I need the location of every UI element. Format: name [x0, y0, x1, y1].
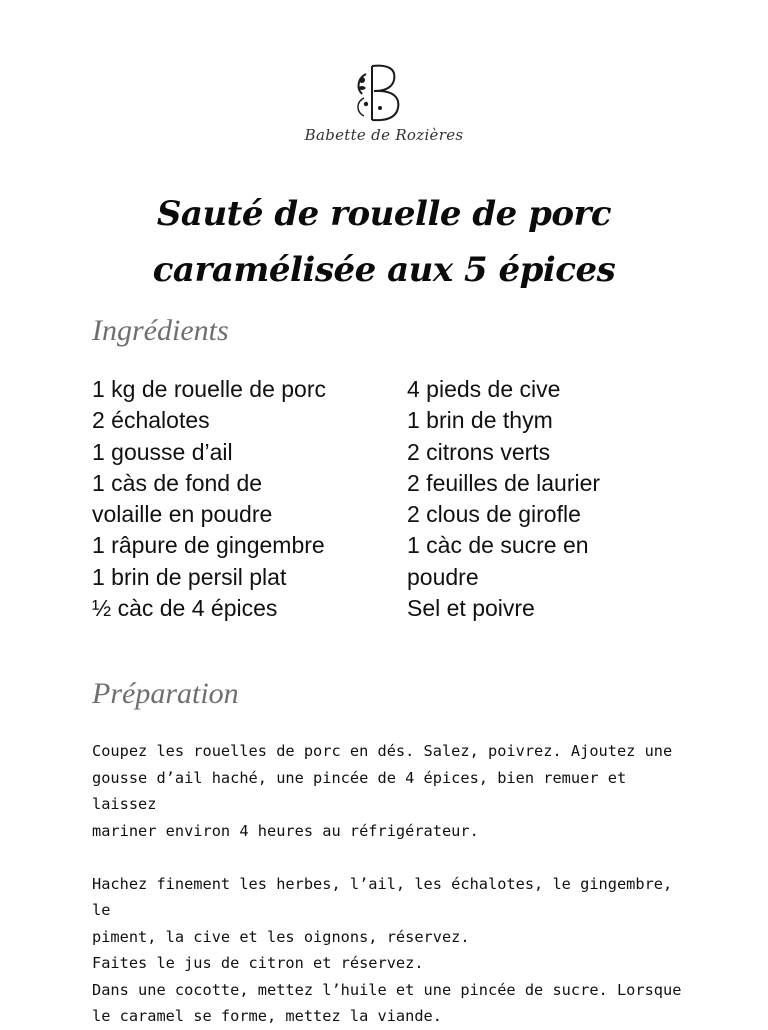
- ingredient-item: 1 gousse d’ail: [92, 438, 233, 465]
- title-line-1: Sauté de rouelle de porc: [156, 194, 612, 234]
- ingredient-item: 2 citrons verts: [407, 438, 551, 465]
- title-line-2: caramélisée aux 5 épices: [152, 250, 616, 290]
- prep-line: Hachez finement les herbes, l’ail, les échalotes, le gingembre, le: [92, 874, 673, 919]
- ingredient-item: ½ càc de 4 épices: [92, 595, 278, 622]
- recipe-title: [0, 186, 768, 298]
- ingredients-heading: Ingrédients: [92, 314, 229, 347]
- ingredient-item: 2 feuilles de laurier: [407, 469, 601, 496]
- prep-line: le caramel se forme, mettez la viande.: [92, 1007, 442, 1025]
- prep-line: Dans une cocotte, mettez l’huile et une pincée de sucre. Lorsque: [92, 980, 682, 999]
- ingredient-item: 4 pieds de cive: [407, 376, 561, 402]
- ingredient-item: 2 échalotes: [92, 407, 210, 434]
- prep-line: gousse d’ail haché, une pincée de 4 épices, bien remuer et laissez: [92, 768, 627, 813]
- brand-name: Babette de Rozières: [304, 126, 464, 144]
- ingredient-item: 2 clous de girofle: [407, 501, 581, 528]
- ingredient-item: 1 brin de thym: [407, 407, 553, 434]
- prep-line: mariner environ 4 heures au réfrigérateur.: [92, 821, 479, 840]
- ingredient-item: 1 brin de persil plat: [92, 563, 287, 590]
- preparation-heading: Préparation: [92, 677, 239, 710]
- ingredients-left-column: [92, 374, 382, 624]
- ingredient-item: 1 càs de fond de: [92, 469, 263, 496]
- ingredient-item: poudre: [407, 563, 479, 590]
- paragraph-gap: [92, 844, 692, 871]
- prep-line: Faites le jus de citron et réservez.: [92, 954, 424, 972]
- monogram-b-icon: [344, 58, 424, 128]
- ingredient-item: Sel et poivre: [407, 595, 535, 622]
- prep-line: piment, la cive et les oignons, réservez.: [92, 927, 470, 946]
- prep-line: Coupez les rouelles de porc en dés. Salez, poivrez. Ajoutez une: [92, 742, 673, 760]
- ingredient-item: 1 càc de sucre en: [407, 532, 589, 559]
- ingredient-item: 1 kg de rouelle de porc: [92, 376, 326, 402]
- ingredient-item: 1 râpure de gingembre: [92, 532, 325, 559]
- ingredients-right-column: [407, 374, 667, 624]
- ingredient-item: volaille en poudre: [92, 501, 273, 528]
